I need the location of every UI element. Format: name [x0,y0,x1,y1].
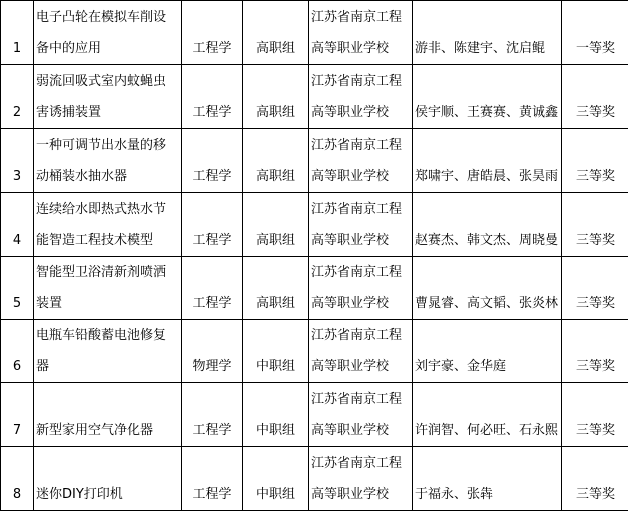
school-line2: 高等职业学校 [311,288,410,319]
row-number: 2 [1,65,34,129]
authors: 于福永、张犇 [413,447,562,511]
project-title-line1: 电瓶车铅酸蓄电池修复 [36,320,179,351]
school [309,193,413,257]
project-title [34,193,182,257]
prize: 三等奖 [562,129,628,193]
subject: 物理学 [182,320,243,383]
group: 高职组 [243,129,309,193]
school [309,65,413,129]
table-row [1,65,628,129]
prize: 三等奖 [562,65,628,129]
school [309,1,413,65]
row-number: 1 [1,1,34,65]
school-line1: 江苏省南京工程 [311,257,410,288]
authors: 赵赛杰、韩文杰、周晓曼 [413,193,562,257]
group: 高职组 [243,1,309,65]
school-line1: 江苏省南京工程 [311,320,410,351]
project-title-line2: 害诱捕装置 [36,97,179,128]
authors: 曹晁睿、高文韬、张炎林 [413,257,562,320]
project-title-line2: 备中的应用 [36,33,179,64]
prize: 三等奖 [562,383,628,447]
awards-table-body [1,1,628,511]
project-title-line1: 智能型卫浴清新剂喷洒 [36,257,179,288]
table-row [1,1,628,65]
school-line2: 高等职业学校 [311,33,410,64]
row-number: 7 [1,383,34,447]
school-line2: 高等职业学校 [311,225,410,256]
group: 中职组 [243,320,309,383]
prize: 三等奖 [562,447,628,511]
project-title [34,129,182,193]
subject: 工程学 [182,129,243,193]
project-title-line2: 新型家用空气净化器 [36,415,179,446]
school-line1: 江苏省南京工程 [311,194,410,225]
project-title-line1: 一种可调节出水量的移 [36,130,179,161]
school [309,447,413,511]
prize: 三等奖 [562,320,628,383]
group: 中职组 [243,383,309,447]
row-number: 8 [1,447,34,511]
school [309,257,413,320]
school-line2: 高等职业学校 [311,351,410,382]
school-line1: 江苏省南京工程 [311,130,410,161]
row-number: 3 [1,129,34,193]
school-line1: 江苏省南京工程 [311,384,410,415]
subject: 工程学 [182,193,243,257]
project-title [34,447,182,511]
school-line1: 江苏省南京工程 [311,66,410,97]
project-title [34,257,182,320]
group: 中职组 [243,447,309,511]
project-title-line2: 装置 [36,288,179,319]
row-number: 5 [1,257,34,320]
project-title-line1: 弱流回吸式室内蚊蝇虫 [36,66,179,97]
prize: 一等奖 [562,1,628,65]
school [309,129,413,193]
project-title-line2: 器 [36,351,179,382]
group: 高职组 [243,257,309,320]
authors: 刘宇豪、金华庭 [413,320,562,383]
project-title-line1: 连续给水即热式热水节 [36,194,179,225]
table-row [1,320,628,383]
authors: 侯宇顺、王赛赛、黄诚鑫 [413,65,562,129]
group: 高职组 [243,65,309,129]
project-title [34,65,182,129]
project-title [34,383,182,447]
row-number: 6 [1,320,34,383]
school-line2: 高等职业学校 [311,479,410,510]
table-row [1,257,628,320]
subject: 工程学 [182,447,243,511]
authors: 郑啸宇、唐皓晨、张昊雨 [413,129,562,193]
prize: 三等奖 [562,193,628,257]
subject: 工程学 [182,1,243,65]
subject: 工程学 [182,383,243,447]
school-line2: 高等职业学校 [311,97,410,128]
table-row [1,193,628,257]
prize: 三等奖 [562,257,628,320]
project-title-line2: 迷你DIY打印机 [36,479,179,510]
table-row [1,447,628,511]
project-title-line1: 电子凸轮在模拟车削设 [36,2,179,33]
school [309,383,413,447]
school-line1: 江苏省南京工程 [311,2,410,33]
school-line2: 高等职业学校 [311,415,410,446]
project-title-line2: 能智造工程技术模型 [36,225,179,256]
subject: 工程学 [182,65,243,129]
project-title [34,1,182,65]
project-title [34,320,182,383]
authors: 许润智、何必旺、石永熙 [413,383,562,447]
school-line1: 江苏省南京工程 [311,448,410,479]
group: 高职组 [243,193,309,257]
table-row [1,383,628,447]
subject: 工程学 [182,257,243,320]
school-line2: 高等职业学校 [311,161,410,192]
school [309,320,413,383]
authors: 游非、陈建宇、沈启鲲 [413,1,562,65]
table-row [1,129,628,193]
project-title-line2: 动桶装水抽水器 [36,161,179,192]
row-number: 4 [1,193,34,257]
